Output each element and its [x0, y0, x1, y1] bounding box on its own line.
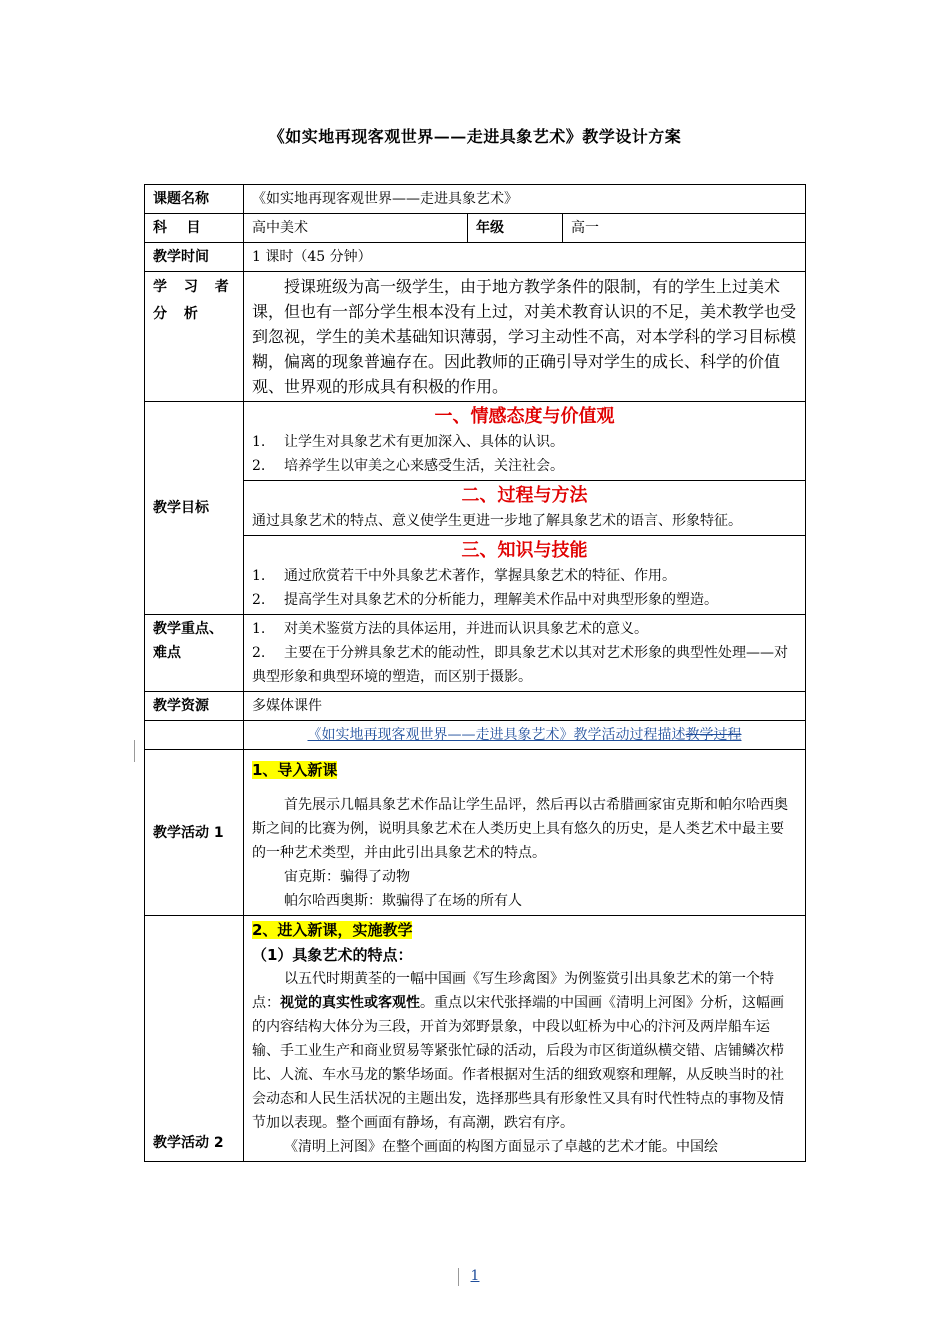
margin-marker [134, 740, 135, 762]
table-row [145, 750, 806, 916]
goal2-text: 通过具象艺术的特点、意义使学生更进一步地了解具象艺术的语言、形象特征。 [252, 513, 742, 529]
learner-label: 学 习 者 分 析 [145, 272, 244, 402]
list-item: 1. 对美术鉴赏方法的具体运用，并进而认识具象艺术的意义。 [252, 621, 648, 637]
goal1-heading: 一、情感态度与价值观 [434, 406, 615, 427]
subject-value: 高中美术 [244, 214, 468, 243]
goals-label: 教学目标 [145, 402, 244, 615]
activity1-label: 教学活动 1 [145, 750, 244, 916]
activity2-paragraph-2: 《清明上河图》在整个画面的构图方面显示了卓越的艺术才能。中国绘 [284, 1139, 718, 1155]
process-link[interactable]: 《如实地再现客观世界——走进具象艺术》教学活动过程描述教学过程 [244, 721, 806, 750]
table-row [145, 692, 806, 721]
table-row [145, 243, 806, 272]
document-title: 《如实地再现客观世界——走进具象艺术》教学设计方案 [268, 127, 682, 146]
activity1-heading: 1、导入新课 [252, 761, 338, 779]
activity2-paragraph: 以五代时期黄荃的一幅中国画《写生珍禽图》为例鉴赏引出具象艺术的第一个特点：视觉的真实性或客观性。重点以宋代张择端的中国画《清明上河图》分析，这幅画的内容结构大体分为三段，开首为郊野景象，中段以虹桥为中心的汴河及两岸船车运输、手工业生产和商业贸易等紧张忙碌的活动，后段为市区街道纵横交错、店铺鳞次栉比、人流、车水马龙的繁华场面。作者根据对生活的细致观察和理解，从反映当时的社会动态和人民生活状况的主题出发，选择那些具有形象性又具有时代性特点的事物及情节加以表现。整个画面有静场，有高潮，跌宕有序。 [252, 971, 784, 1131]
learner-analysis-text: 授课班级为高一级学生，由于地方教学条件的限制，有的学生上过美术课，但也有一部分学生根本没有上过，对美术教育认识的不足，美术教学也受到忽视，学生的美术基础知识薄弱，学习主动性不高，对本学科的学习目标模糊，偏离的现象普遍存在。因此教师的正确引导对学生的成长、科学的价值观、世界观的形成具有积极的作用。 [252, 277, 797, 396]
grade-value: 高一 [563, 214, 806, 243]
table-row [145, 721, 806, 750]
key-points-label: 教学重点、难点 [145, 615, 244, 692]
time-value: 1 课时（45 分钟） [244, 243, 806, 272]
table-row [145, 272, 806, 402]
activity2-heading: 2、进入新课，实施教学 [252, 921, 413, 939]
resources-value: 多媒体课件 [244, 692, 806, 721]
activity1-line2: 帕尔哈西奥斯：欺骗得了在场的所有人 [284, 893, 522, 909]
topic-value: 《如实地再现客观世界——走进具象艺术》 [244, 185, 806, 214]
lesson-plan-table [144, 184, 806, 1162]
table-row [145, 402, 806, 615]
grade-label: 年级 [468, 214, 563, 243]
list-item: 2. 培养学生以审美之心来感受生活，关注社会。 [252, 458, 564, 474]
resources-label: 教学资源 [145, 692, 244, 721]
list-item: 1. 让学生对具象艺术有更加深入、具体的认识。 [252, 434, 564, 450]
activity2-subheading: （1）具象艺术的特点： [252, 946, 413, 964]
table-row [145, 185, 806, 214]
table-row [145, 916, 806, 1162]
goal2-heading: 二、过程与方法 [461, 485, 588, 506]
activity2-label: 教学活动 2 [145, 916, 244, 1162]
time-label: 教学时间 [145, 243, 244, 272]
list-item: 2. 提高学生对具象艺术的分析能力，理解美术作品中对典型形象的塑造。 [252, 592, 718, 608]
table-row [145, 214, 806, 243]
subject-label: 科 目 [145, 214, 244, 243]
activity1-line1: 宙克斯：骗得了动物 [284, 869, 410, 885]
activity1-text: 首先展示几幅具象艺术作品让学生品评，然后再以古希腊画家宙克斯和帕尔哈西奥斯之间的比赛为例，说明具象艺术在人类历史上具有悠久的历史，是人类艺术中最主要的一种艺术类型，并由此引出具象艺术的特点。 [252, 797, 788, 861]
page-number: 1 [470, 1268, 480, 1284]
list-item: 2. 主要在于分辨具象艺术的能动性，即具象艺术以其对艺术形象的典型性处理——对典型形象和典型环境的塑造，而区别于摄影。 [252, 645, 788, 685]
table-row [145, 615, 806, 692]
list-item: 1. 通过欣赏若干中外具象艺术著作，掌握具象艺术的特征、作用。 [252, 568, 676, 584]
topic-label: 课题名称 [145, 185, 244, 214]
goal3-heading: 三、知识与技能 [461, 540, 588, 561]
